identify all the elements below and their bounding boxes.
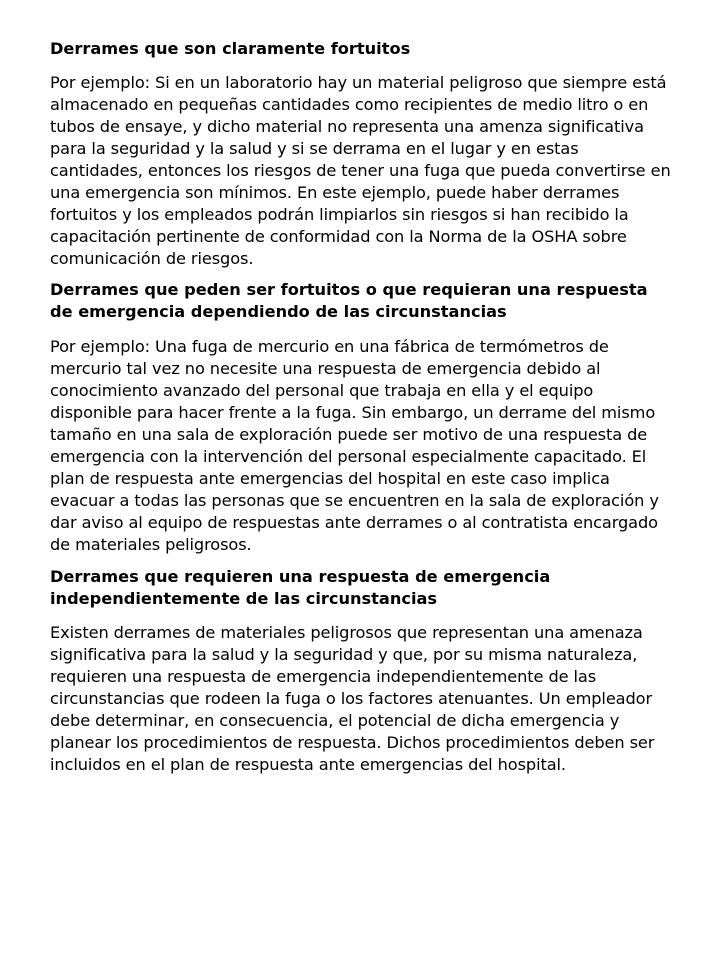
section-heading: Derrames que peden ser fortuitos o que requieran una respuesta de emergencia dependiendo de las circunstancias [50, 280, 648, 321]
document-page [50, 38, 672, 776]
section-paragraph: Existen derrames de materiales peligrosos que representan una amenaza significativa para la salud y la seguridad y que, por su misma naturaleza, requieren una respuesta de emergencia independientemente de las circunstancias que rodeen la fuga o los factores atenuantes. Un empleador debe determinar, en consecuencia, el potencial de dicha emergencia y planear los procedimientos de respuesta. Dichos procedimientos deben ser incluidos en el plan de respuesta ante emergencias del hospital. [50, 623, 655, 774]
section-emergency-spills [50, 566, 672, 776]
section-circumstantial-spills [50, 279, 672, 556]
section-fortuitous-spills [50, 38, 672, 270]
section-heading: Derrames que requieren una respuesta de emergencia independientemente de las circunstancias [50, 567, 551, 608]
section-paragraph: Por ejemplo: Si en un laboratorio hay un material peligroso que siempre está almacenado en pequeñas cantidades como recipientes de medio litro o en tubos de ensaye, y dicho material no representa una amenza significativa para la seguridad y la salud y si se derrama en el lugar y en estas cantidades, entonces los riesgos de tener una fuga que pueda convertirse en una emergencia son mínimos. En este ejemplo, puede haber derrames fortuitos y los empleados podrán limpiarlos sin riesgos si han recibido la capacitación pertinente de conformidad con la Norma de la OSHA sobre comunicación de riesgos. [50, 73, 671, 268]
section-heading: Derrames que son claramente fortuitos [50, 39, 411, 58]
section-paragraph: Por ejemplo: Una fuga de mercurio en una fábrica de termómetros de mercurio tal vez no necesite una respuesta de emergencia debido al conocimiento avanzado del personal que trabaja en ella y el equipo disponible para hacer frente a la fuga. Sin embargo, un derrame del mismo tamaño en una sala de exploración puede ser motivo de una respuesta de emergencia con la intervención del personal especialmente capacitado. El plan de respuesta ante emergencias del hospital en este caso implica evacuar a todas las personas que se encuentren en la sala de exploración y dar aviso al equipo de respuestas ante derrames o al contratista encargado de materiales peligrosos. [50, 337, 659, 554]
